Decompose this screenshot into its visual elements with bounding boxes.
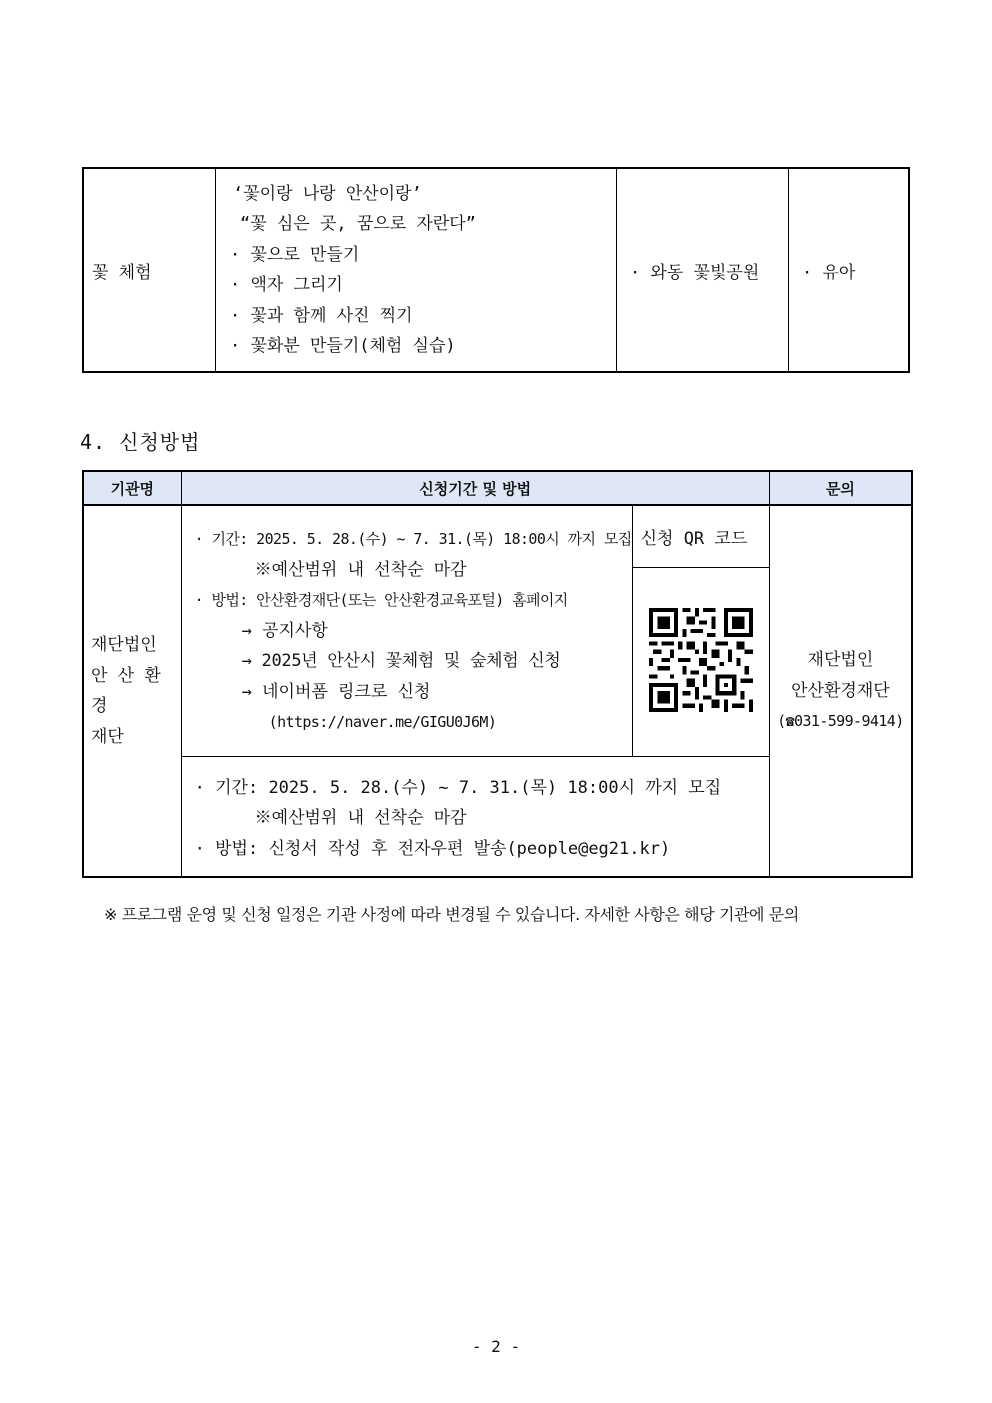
program-title: ‘꽃이랑 나랑 안산이랑’ bbox=[233, 183, 422, 204]
program-place: · 와동 꽃빛공원 bbox=[630, 262, 760, 283]
online-method-cell bbox=[181, 505, 632, 756]
contact-cell bbox=[769, 505, 912, 877]
list-item: · 꽃과 함께 사진 찍기 bbox=[230, 305, 413, 326]
header-org: 기관명 bbox=[83, 471, 181, 505]
org-name bbox=[84, 630, 181, 752]
email-method-text: · 방법: 신청서 작성 후 전자우편 발송(people@eg21.kr) bbox=[194, 838, 671, 859]
email-method bbox=[182, 757, 769, 865]
online-step: → 2025년 안산시 꽃체험 및 숲체험 신청 bbox=[241, 651, 561, 671]
list-item: · 꽃화분 만들기(체험 실습) bbox=[230, 336, 456, 356]
program-table bbox=[82, 167, 910, 373]
email-period: · 기간: 2025. 5. 28.(수) ~ 7. 31.(목) 18:00시 까지 모집 bbox=[194, 777, 722, 798]
online-step: → 공지사항 bbox=[241, 620, 328, 641]
qr-code-icon[interactable] bbox=[649, 608, 753, 712]
contact-org-type: 재단법인 bbox=[807, 650, 874, 671]
online-period: · 기간: 2025. 5. 28.(수) ~ 7. 31.(목) 18:00시 까지 모집 bbox=[194, 530, 632, 548]
org-name-line: 재단법인 bbox=[91, 635, 157, 655]
header-method: 신청기간 및 방법 bbox=[181, 471, 769, 505]
header-contact: 문의 bbox=[769, 471, 912, 505]
contact-phone: (☎031-599-9414) bbox=[777, 712, 904, 731]
table-row bbox=[83, 168, 909, 372]
online-method-text: · 방법: 안산환경재단(또는 안산환경교육포털) 홈페이지 bbox=[194, 591, 568, 609]
online-method bbox=[182, 506, 632, 738]
program-place-cell bbox=[617, 168, 789, 372]
qr-cell bbox=[632, 567, 769, 756]
program-name: 꽃 체험 bbox=[92, 262, 152, 283]
table-header-row bbox=[83, 471, 912, 505]
footnote: ※ 프로그램 운영 및 신청 일정은 기관 사정에 따라 변경될 수 있습니다. 자세한 사항은 해당 기관에 문의 bbox=[104, 905, 799, 924]
org-cell bbox=[83, 505, 181, 877]
program-content-cell bbox=[216, 168, 617, 372]
program-content-list bbox=[216, 179, 616, 362]
online-step: → 네이버폼 링크로 신청 bbox=[241, 681, 431, 702]
list-item: · 액자 그리기 bbox=[230, 275, 343, 295]
program-target-cell bbox=[789, 168, 910, 372]
qr-label: 신청 QR 코드 bbox=[640, 529, 748, 549]
online-link[interactable]: (https://naver.me/GIGU0J6M) bbox=[268, 713, 497, 731]
org-name-line: 안 산 환 경 bbox=[91, 665, 161, 716]
list-item: · 꽃으로 만들기 bbox=[230, 244, 360, 265]
contact-org-name: 안산환경재단 bbox=[791, 680, 890, 701]
email-method-cell bbox=[181, 756, 769, 877]
email-note: ※예산범위 내 선착순 마감 bbox=[254, 808, 467, 828]
online-note: ※예산범위 내 선착순 마감 bbox=[254, 559, 467, 580]
contact-info bbox=[770, 645, 911, 737]
program-target: · 유아 bbox=[802, 262, 856, 283]
application-table bbox=[82, 470, 913, 878]
qr-label-cell bbox=[632, 505, 769, 567]
program-slogan: “꽃 심은 곳, 꿈으로 자란다” bbox=[240, 214, 476, 234]
program-name-cell bbox=[83, 168, 216, 372]
section-title: 4. 신청방법 bbox=[80, 430, 201, 454]
org-name-line: 재단 bbox=[91, 726, 124, 747]
table-row bbox=[83, 505, 912, 567]
page-number: - 2 - bbox=[471, 1337, 521, 1356]
